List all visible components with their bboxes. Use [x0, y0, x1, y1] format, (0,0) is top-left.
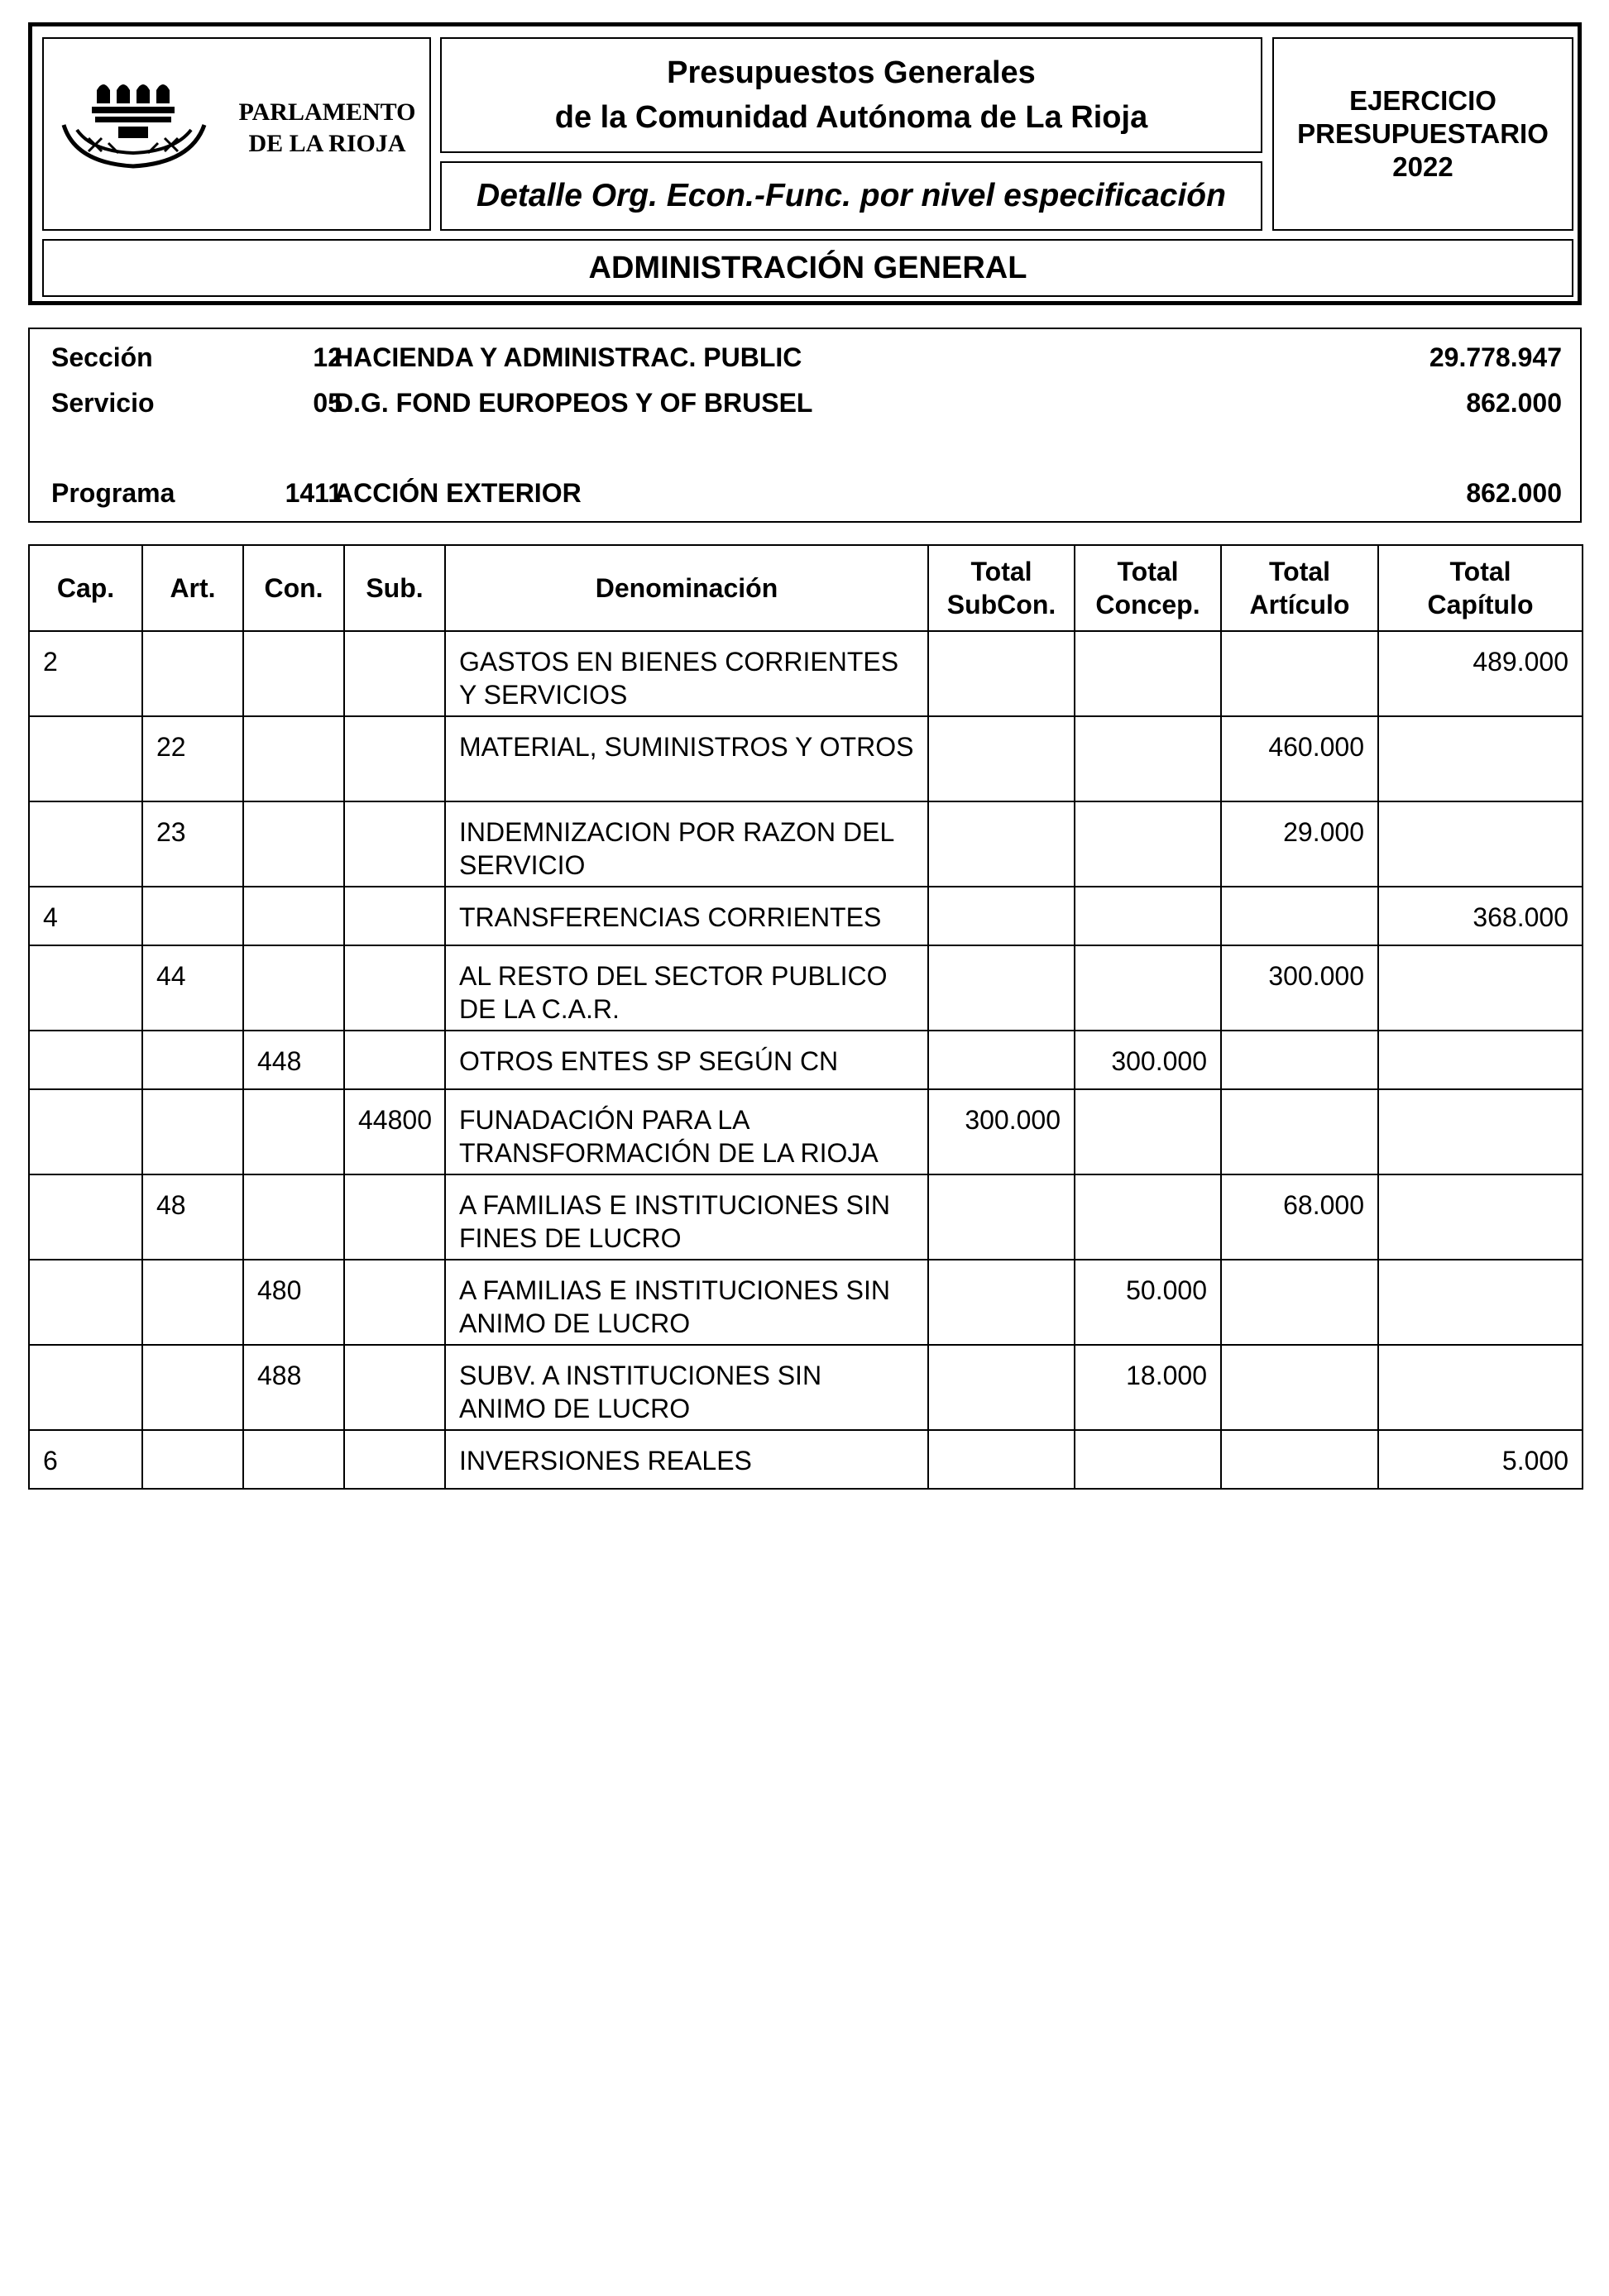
cell-con	[243, 631, 344, 716]
year-line3: 2022	[1392, 151, 1453, 182]
cell-sub	[344, 1430, 445, 1489]
cell-total-concep	[1075, 1430, 1221, 1489]
cell-total-concep: 300.000	[1075, 1031, 1221, 1089]
subtitle: Detalle Org. Econ.-Func. por nivel especificación	[476, 178, 1226, 213]
title-panel	[440, 37, 1262, 153]
cell-total-concep	[1075, 1174, 1221, 1260]
cell-art: 48	[142, 1174, 243, 1260]
cell-total-articulo	[1221, 1260, 1378, 1345]
cell-total-capitulo	[1378, 1089, 1583, 1174]
cell-total-capitulo	[1378, 1031, 1583, 1089]
cell-total-articulo	[1221, 1345, 1378, 1430]
cell-total-capitulo	[1378, 716, 1583, 801]
cell-art	[142, 887, 243, 945]
cell-cap: 4	[29, 887, 142, 945]
table-row	[29, 801, 1583, 887]
cell-art	[142, 1430, 243, 1489]
cell-sub	[344, 1260, 445, 1345]
cell-total-concep	[1075, 1089, 1221, 1174]
header-art: Art.	[142, 545, 243, 631]
header-total-subcon	[928, 545, 1075, 631]
cell-sub	[344, 801, 445, 887]
cell-denominacion: OTROS ENTES SP SEGÚN CN	[445, 1031, 928, 1089]
seccion-name: HACIENDA Y ADMINISTRAC. PUBLIC	[334, 342, 802, 372]
cell-denominacion: SUBV. A INSTITUCIONES SIN ANIMO DE LUCRO	[445, 1345, 928, 1430]
document-header	[28, 22, 1582, 305]
cell-total-subcon	[928, 945, 1075, 1031]
administration-panel	[42, 239, 1573, 297]
cell-total-articulo	[1221, 1089, 1378, 1174]
header-total-subcon-l1: Total	[970, 557, 1032, 586]
cell-denominacion: TRANSFERENCIAS CORRIENTES	[445, 887, 928, 945]
cell-sub	[344, 1174, 445, 1260]
table-row	[29, 1089, 1583, 1174]
cell-total-articulo: 29.000	[1221, 801, 1378, 887]
cell-art	[142, 1260, 243, 1345]
programa-code: 1411	[285, 478, 342, 508]
cell-cap	[29, 1031, 142, 1089]
cell-denominacion: MATERIAL, SUMINISTROS Y OTROS	[445, 716, 928, 801]
table-row	[29, 945, 1583, 1031]
cell-total-articulo	[1221, 887, 1378, 945]
programa-amount: 862.000	[1466, 478, 1562, 508]
cell-total-capitulo: 368.000	[1378, 887, 1583, 945]
administration-title: ADMINISTRACIÓN GENERAL	[588, 250, 1027, 285]
cell-total-capitulo	[1378, 1260, 1583, 1345]
cell-cap: 2	[29, 631, 142, 716]
cell-art	[142, 1345, 243, 1430]
title-line2: de la Comunidad Autónoma de La Rioja	[554, 100, 1148, 135]
header-con: Con.	[243, 545, 344, 631]
year-line1: EJERCICIO	[1349, 85, 1496, 116]
table-row	[29, 1031, 1583, 1089]
header-sub: Sub.	[344, 545, 445, 631]
cell-art: 22	[142, 716, 243, 801]
cell-sub	[344, 945, 445, 1031]
fiscal-year-panel	[1272, 37, 1573, 231]
table-row	[29, 716, 1583, 801]
section-info	[28, 328, 1582, 523]
cell-total-subcon	[928, 801, 1075, 887]
cell-denominacion: INVERSIONES REALES	[445, 1430, 928, 1489]
cell-sub: 44800	[344, 1089, 445, 1174]
cell-con	[243, 1430, 344, 1489]
cell-total-subcon	[928, 631, 1075, 716]
header-total-concep	[1075, 545, 1221, 631]
cell-total-concep	[1075, 801, 1221, 887]
cell-total-concep	[1075, 631, 1221, 716]
header-total-articulo	[1221, 545, 1378, 631]
cell-total-concep: 50.000	[1075, 1260, 1221, 1345]
table-row	[29, 1345, 1583, 1430]
seccion-code: 12	[313, 342, 342, 372]
cell-total-articulo	[1221, 631, 1378, 716]
cell-total-subcon	[928, 1345, 1075, 1430]
cell-con: 488	[243, 1345, 344, 1430]
budget-table	[28, 544, 1583, 1490]
cell-cap	[29, 1345, 142, 1430]
cell-sub	[344, 631, 445, 716]
cell-total-articulo: 460.000	[1221, 716, 1378, 801]
cell-con	[243, 716, 344, 801]
cell-con: 480	[243, 1260, 344, 1345]
header-total-capitulo	[1378, 545, 1583, 631]
header-total-capitulo-l1: Total	[1449, 557, 1511, 586]
cell-total-concep: 18.000	[1075, 1345, 1221, 1430]
header-cap: Cap.	[29, 545, 142, 631]
table-row	[29, 887, 1583, 945]
cell-sub	[344, 716, 445, 801]
cell-total-subcon	[928, 1031, 1075, 1089]
cell-cap	[29, 1260, 142, 1345]
logo-text	[226, 97, 429, 160]
table-row	[29, 1260, 1583, 1345]
cell-cap	[29, 1089, 142, 1174]
logo-text-line1: PARLAMENTO	[238, 98, 416, 126]
cell-con	[243, 945, 344, 1031]
cell-denominacion: INDEMNIZACION POR RAZON DEL SERVICIO	[445, 801, 928, 887]
cell-cap	[29, 716, 142, 801]
programa-row	[30, 478, 1580, 511]
cell-total-subcon	[928, 1174, 1075, 1260]
cell-total-capitulo	[1378, 1345, 1583, 1430]
logo-text-line2: DE LA RIOJA	[248, 130, 406, 157]
cell-sub	[344, 1345, 445, 1430]
logo-panel	[42, 37, 431, 231]
cell-total-articulo	[1221, 1430, 1378, 1489]
cell-total-concep	[1075, 716, 1221, 801]
cell-con: 448	[243, 1031, 344, 1089]
cell-total-capitulo: 5.000	[1378, 1430, 1583, 1489]
seccion-row	[30, 342, 1580, 375]
header-denominacion: Denominación	[445, 545, 928, 631]
table-row	[29, 631, 1583, 716]
programa-label: Programa	[51, 478, 175, 508]
parliament-emblem-icon	[59, 72, 216, 188]
servicio-label: Servicio	[51, 388, 155, 418]
cell-total-articulo	[1221, 1031, 1378, 1089]
header-total-subcon-l2: SubCon.	[946, 590, 1056, 619]
cell-denominacion: AL RESTO DEL SECTOR PUBLICO DE LA C.A.R.	[445, 945, 928, 1031]
cell-art	[142, 1089, 243, 1174]
header-total-articulo-l1: Total	[1268, 557, 1331, 586]
cell-total-articulo: 68.000	[1221, 1174, 1378, 1260]
cell-con	[243, 1089, 344, 1174]
year-line2: PRESUPUESTARIO	[1297, 118, 1549, 149]
cell-art: 44	[142, 945, 243, 1031]
cell-denominacion: FUNADACIÓN PARA LA TRANSFORMACIÓN DE LA RIOJA	[445, 1089, 928, 1174]
cell-total-capitulo: 489.000	[1378, 631, 1583, 716]
seccion-amount: 29.778.947	[1429, 342, 1562, 372]
header-total-capitulo-l2: Capítulo	[1427, 590, 1534, 619]
cell-sub	[344, 1031, 445, 1089]
cell-denominacion: A FAMILIAS E INSTITUCIONES SIN FINES DE LUCRO	[445, 1174, 928, 1260]
cell-denominacion: A FAMILIAS E INSTITUCIONES SIN ANIMO DE LUCRO	[445, 1260, 928, 1345]
cell-art: 23	[142, 801, 243, 887]
cell-cap	[29, 801, 142, 887]
table-header-row	[29, 545, 1583, 631]
subtitle-panel	[440, 161, 1262, 231]
table-row	[29, 1430, 1583, 1489]
cell-art	[142, 631, 243, 716]
cell-total-subcon	[928, 1430, 1075, 1489]
header-total-concep-l1: Total	[1117, 557, 1179, 586]
cell-denominacion: GASTOS EN BIENES CORRIENTES Y SERVICIOS	[445, 631, 928, 716]
cell-total-subcon	[928, 716, 1075, 801]
header-total-concep-l2: Concep.	[1095, 590, 1200, 619]
title-line1: Presupuestos Generales	[667, 55, 1036, 90]
seccion-label: Sección	[51, 342, 153, 372]
table-row	[29, 1174, 1583, 1260]
cell-total-articulo: 300.000	[1221, 945, 1378, 1031]
cell-total-concep	[1075, 887, 1221, 945]
cell-art	[142, 1031, 243, 1089]
cell-con	[243, 801, 344, 887]
cell-cap: 6	[29, 1430, 142, 1489]
cell-total-subcon: 300.000	[928, 1089, 1075, 1174]
servicio-row	[30, 388, 1580, 421]
cell-con	[243, 1174, 344, 1260]
servicio-amount: 862.000	[1466, 388, 1562, 418]
cell-cap	[29, 1174, 142, 1260]
cell-sub	[344, 887, 445, 945]
cell-total-capitulo	[1378, 801, 1583, 887]
cell-con	[243, 887, 344, 945]
cell-total-subcon	[928, 1260, 1075, 1345]
servicio-code: 05	[313, 388, 342, 418]
programa-name: ACCIÓN EXTERIOR	[334, 478, 582, 508]
cell-total-subcon	[928, 887, 1075, 945]
cell-total-concep	[1075, 945, 1221, 1031]
cell-total-capitulo	[1378, 945, 1583, 1031]
header-total-articulo-l2: Artículo	[1249, 590, 1350, 619]
cell-cap	[29, 945, 142, 1031]
servicio-name: D.G. FOND EUROPEOS Y OF BRUSEL	[334, 388, 813, 418]
cell-total-capitulo	[1378, 1174, 1583, 1260]
